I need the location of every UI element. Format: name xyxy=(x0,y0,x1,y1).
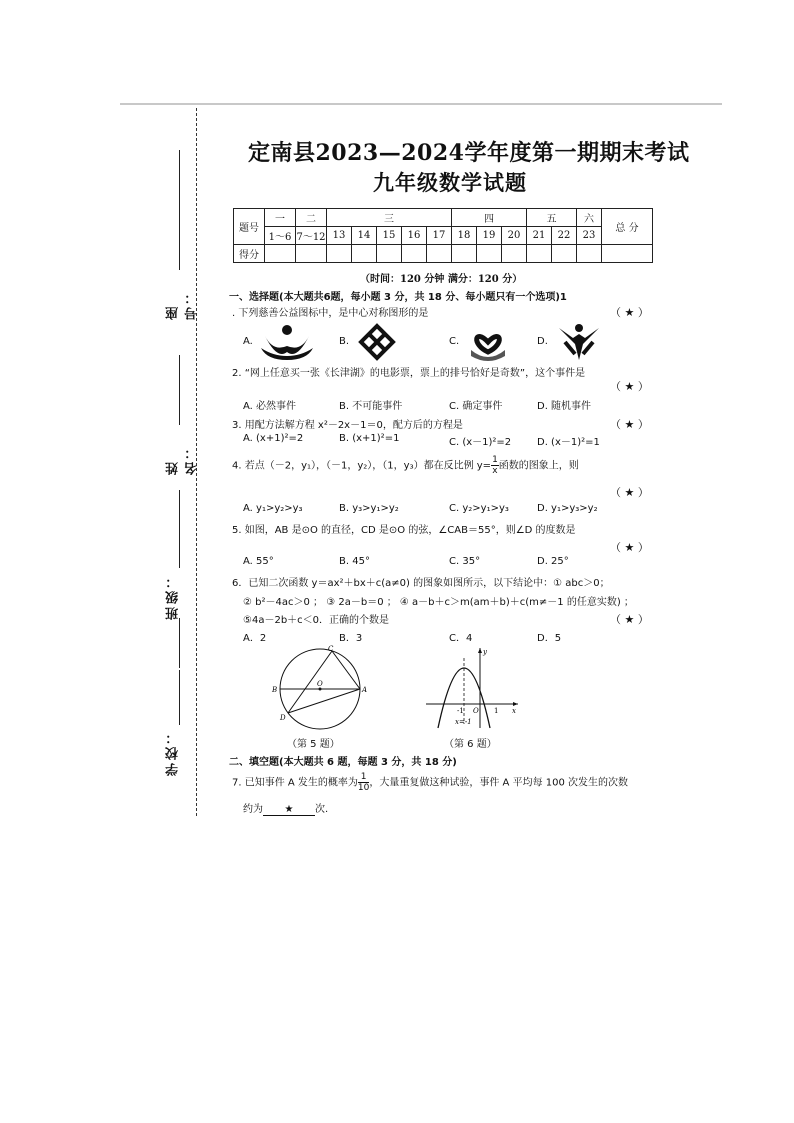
q6-option-c[interactable]: C．4 xyxy=(449,633,473,644)
score-input-cell[interactable] xyxy=(377,245,402,263)
q2-option-c[interactable]: C. 确定事件 xyxy=(449,401,503,412)
q7-line2: 约为 ★ 次. xyxy=(243,804,329,815)
label-y: y xyxy=(483,648,487,656)
q5-option-a[interactable]: A. 55° xyxy=(243,556,274,567)
q2-option-d[interactable]: D. 随机事件 xyxy=(537,401,592,412)
score-input-cell[interactable] xyxy=(296,245,327,263)
score-label-cell: 得分 xyxy=(234,245,265,263)
class-underline xyxy=(179,490,180,568)
charity-logo-heart-hands-icon xyxy=(467,322,509,362)
fig6-parabola-graph xyxy=(422,644,522,730)
q1-options xyxy=(243,322,643,364)
number-cell: 15 xyxy=(377,227,402,245)
y-axis-arrow-icon xyxy=(478,648,482,653)
label-d: D xyxy=(280,714,286,722)
q1-stem: . 下列慈善公益图标中，是中心对称图形的是 xyxy=(232,308,429,319)
q5-option-b[interactable]: B. 45° xyxy=(339,556,370,567)
charity-logo-lotus-icon xyxy=(259,322,315,362)
q1-option-c[interactable]: C. xyxy=(449,336,460,347)
q2-stem: 2. “网上任意买一张《长津湖》的电影票，票上的排号恰好是奇数”，这个事件是 xyxy=(232,368,586,379)
label-x: x xyxy=(512,707,516,715)
group-cell: 六 xyxy=(577,209,602,227)
q5-option-d[interactable]: D. 25° xyxy=(537,556,569,567)
q7-stem: 7. 已知事件 A 发生的概率为 $\frac{1}{10}$ ，大量重复做这种试验，事件 A 平均每 100 次发生的次数 xyxy=(232,772,629,793)
number-cell: 20 xyxy=(502,227,527,245)
number-cell: 16 xyxy=(402,227,427,245)
section1-heading: 一、选择题(本大题共6题，每小题 3 分，共 18 分、每小题只有一个选项)1 xyxy=(229,292,567,303)
q3-mark: （ ★ ） xyxy=(610,418,649,431)
exam-title: 定南县2023—2024学年度第一期期末考试 xyxy=(248,140,690,166)
score-input-cell[interactable] xyxy=(427,245,452,263)
name-field[interactable] xyxy=(158,355,200,475)
q4-option-b[interactable]: B. y₃>y₁>y₂ xyxy=(339,503,399,514)
q5-option-c[interactable]: C. 35° xyxy=(449,556,481,567)
score-input-cell[interactable] xyxy=(552,245,577,263)
row-label-cell: 题号 xyxy=(234,209,265,245)
group-cell: 五 xyxy=(527,209,577,227)
q6-line3: ⑤4a－2b＋c＜0．正确的个数是 xyxy=(243,615,390,626)
q2-option-b[interactable]: B. 不可能事件 xyxy=(339,401,403,412)
score-table xyxy=(233,208,653,263)
charity-logo-figures-icon xyxy=(557,322,601,362)
number-cell: 17 xyxy=(427,227,452,245)
seat-label: 座号： xyxy=(166,288,200,320)
q1-option-b[interactable]: B. xyxy=(339,336,350,347)
fig6-caption: （第 6 题） xyxy=(444,739,497,750)
label-c: C xyxy=(328,645,334,653)
score-input-cell[interactable] xyxy=(452,245,477,263)
q3-option-b[interactable]: B. (x+1)²=1 xyxy=(339,433,400,444)
q1-option-d[interactable]: D. xyxy=(537,336,548,347)
total-cell: 总 分 xyxy=(602,209,653,245)
time-info: （时间：120 分钟 满分：120 分） xyxy=(360,274,523,285)
number-cell: 19 xyxy=(477,227,502,245)
q2-option-a[interactable]: A. 必然事件 xyxy=(243,401,297,412)
label-1: 1 xyxy=(494,707,499,715)
school-underline xyxy=(179,670,180,725)
number-cell: 18 xyxy=(452,227,477,245)
score-input-cell[interactable] xyxy=(527,245,552,263)
q4-option-a[interactable]: A. y₁>y₂>y₃ xyxy=(243,503,303,514)
label-b: B xyxy=(272,686,278,694)
label-symmetry: x=-1 xyxy=(455,718,472,726)
x-axis-arrow-icon xyxy=(513,702,518,706)
q5-mark: （ ★ ） xyxy=(610,541,649,554)
group-cell: 二 xyxy=(296,209,327,227)
seat-underline xyxy=(179,150,180,270)
school-field[interactable] xyxy=(158,670,188,780)
score-input-cell[interactable] xyxy=(327,245,352,263)
number-cell: 22 xyxy=(552,227,577,245)
school-label: 学校： xyxy=(166,728,181,776)
score-input-cell[interactable] xyxy=(402,245,427,263)
number-cell: 14 xyxy=(352,227,377,245)
q6-option-d[interactable]: D．5 xyxy=(537,633,562,644)
chord-cd xyxy=(288,651,332,713)
q4-stem: 4. 若点（－2，y₁），（－1，y₂），（1，y₃）都在反比例 y= $\frac{1}{x}$ 函数的图象上，则 xyxy=(232,455,579,476)
q2-mark: （ ★ ） xyxy=(610,380,649,393)
q3-option-c[interactable]: C. (x－1)²=2 xyxy=(449,437,512,448)
q5-stem: 5. 如图，AB 是⊙O 的直径，CD 是⊙O 的弦，∠CAB＝55°，则∠D 的度数是 xyxy=(232,525,576,536)
score-input-cell[interactable] xyxy=(577,245,602,263)
q6-line1: 6．已知二次函数 y＝ax²＋bx＋c(a≠0) 的图象如图所示，以下结论中：① abc＞0； xyxy=(232,578,610,589)
q4-option-d[interactable]: D. y₁>y₃>y₂ xyxy=(537,503,598,514)
number-cell: 1～6 xyxy=(265,227,296,245)
q7-answer-blank[interactable]: ★ xyxy=(263,804,315,816)
section2-heading: 二、填空题(本大题共 6 题，每题 3 分，共 18 分) xyxy=(229,757,457,768)
charity-logo-knot-icon xyxy=(355,322,399,362)
q4-fraction: $\frac{1}{x}$ xyxy=(492,455,498,476)
group-cell: 三 xyxy=(327,209,452,227)
q6-line2: ② b²－4ac＞0 ； ③ 2a－b＝0 ； ④ a－b＋c＞m(am＋b)＋c(m≠－1 的任意实数) ； xyxy=(243,597,634,608)
class-field[interactable] xyxy=(158,490,188,625)
number-cell: 7～12 xyxy=(296,227,327,245)
number-cell: 13 xyxy=(327,227,352,245)
q6-option-b[interactable]: B．3 xyxy=(339,633,363,644)
chord-da xyxy=(288,689,360,713)
score-input-cell[interactable] xyxy=(602,245,653,263)
q4-option-c[interactable]: C. y₂>y₁>y₃ xyxy=(449,503,509,514)
class-underline-lower xyxy=(179,618,180,668)
q1-mark: （ ★ ） xyxy=(610,306,649,319)
chord-ca xyxy=(332,651,360,689)
q6-option-a[interactable]: A．2 xyxy=(243,633,267,644)
number-cell: 21 xyxy=(527,227,552,245)
q1-option-a[interactable]: A. xyxy=(243,336,253,347)
fig5-circle-diagram xyxy=(270,644,370,730)
q6-mark: （ ★ ） xyxy=(610,613,649,626)
group-cell: 一 xyxy=(265,209,296,227)
score-input-cell[interactable] xyxy=(502,245,527,263)
q3-stem: 3. 用配方法解方程 x²－2x－1＝0，配方后的方程是 xyxy=(232,420,463,431)
exam-subtitle: 九年级数学试题 xyxy=(373,170,527,195)
score-input-cell[interactable] xyxy=(352,245,377,263)
seat-field[interactable] xyxy=(158,150,200,320)
name-label: 姓名： xyxy=(166,443,200,475)
top-rule xyxy=(120,103,722,105)
fig5-caption: （第 5 题） xyxy=(287,739,340,750)
label-o: O xyxy=(317,680,323,688)
q3-option-a[interactable]: A. (x+1)²=2 xyxy=(243,433,304,444)
score-input-cell[interactable] xyxy=(477,245,502,263)
q4-mark: （ ★ ） xyxy=(610,486,649,499)
name-underline xyxy=(179,355,180,425)
label-neg1: -1 xyxy=(457,707,464,715)
group-cell: 四 xyxy=(452,209,527,227)
score-input-cell[interactable] xyxy=(265,245,296,263)
label-o: O xyxy=(473,707,479,715)
number-cell: 23 xyxy=(577,227,602,245)
class-label: 班级： xyxy=(166,572,181,620)
label-a: A xyxy=(362,686,368,694)
q3-option-d[interactable]: D. (x－1)²=1 xyxy=(537,437,600,448)
q7-fraction: $\frac{1}{10}$ xyxy=(357,772,370,793)
